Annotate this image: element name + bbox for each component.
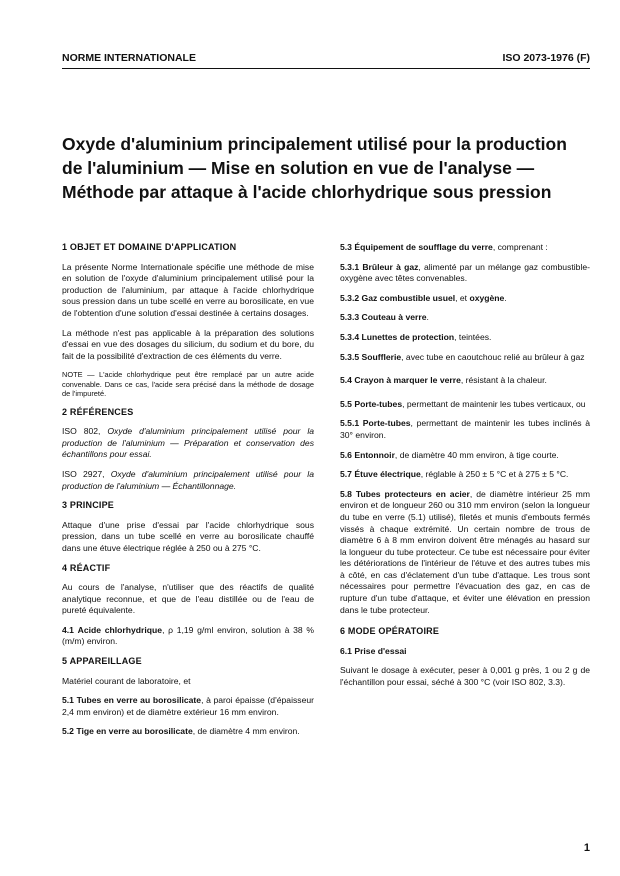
reference-1-title: Oxyde d'aluminium principalement utilisé pour la production de l'aluminium — Préparation et conservation des échantillons pour essai. (62, 426, 315, 460)
item-5-5-1-text: , permettant de maintenir les tubes inclinés à 30° environ. (340, 418, 590, 440)
item-5-3-2 (340, 293, 590, 305)
item-4-1-number: 4.1 (62, 624, 74, 635)
item-5-4 (340, 375, 590, 387)
section-5-intro: Matériel courant de laboratoire, et (62, 675, 191, 686)
item-5-4-number: 5.4 (340, 375, 352, 386)
item-5-2-text: , de diamètre 4 mm environ. (192, 726, 300, 737)
item-5-3-number: 5.3 (340, 242, 352, 252)
item-5-3-3-number: 5.3.3 (340, 312, 360, 323)
item-4-1 (62, 625, 314, 648)
item-5-3-2-end: . (504, 292, 507, 303)
item-5-2-label: Tige en verre au borosilicate (76, 726, 193, 737)
item-5-3-4 (340, 332, 590, 344)
item-5-8-text: , de diamètre intérieur 25 mm environ et de longueur 260 ou 310 mm environ (selon la longueur du tube en verre (5.1) utilisé), filetés et munis d'embouts fermés vissés à chaque extrémité. Un certain nombre de trous de diamètre 6 à 8 mm environ doivent être ménagés au hasard sur la longueur du tube protecteur. Ce tube est nécessaire pour éviter les détériorations de l'intérieur de l'étuve et des autres tubes mis à côté, en cas d'éclatement d'un tube d'attaque. Les trous sont nécessaires pour permettre l'évacuation des gaz, en cas de rupture d'un tube d'attaque, et éviter une élévation en pression dans le tube protecteur. (340, 488, 591, 615)
item-4-1-text: , ρ 1,19 g/ml environ, solution à 38 % (m/m) environ. (62, 624, 315, 647)
item-5-2 (62, 726, 314, 738)
reference-2-title: Oxyde d'aluminium principalement utilisé pour la production de l'aluminium — Échantillonnage. (62, 468, 314, 491)
reference-1-number: ISO 802, (62, 426, 101, 437)
right-column (340, 242, 590, 697)
item-4-1-label: Acide chlorhydrique (77, 624, 163, 635)
item-5-4-label: Crayon à marquer le verre (354, 375, 461, 386)
item-6-1-number: 6.1 (340, 645, 352, 656)
item-5-3 (340, 242, 590, 254)
item-5-6 (340, 450, 590, 462)
item-5-5-1-label: Porte-tubes (362, 418, 411, 429)
item-5-3-2-label: Gaz combustible usuel (361, 292, 456, 303)
item-5-6-number: 5.6 (340, 449, 352, 460)
header-reference: ISO 2073-1976 (F) (502, 52, 590, 64)
item-5-3-5-number: 5.3.5 (340, 351, 360, 362)
item-5-3-1-text: , alimenté par un mélange gaz combustible-oxygène avec têtes convenables. (340, 261, 590, 284)
item-5-3-1-number: 5.3.1 (340, 261, 360, 272)
item-5-5-text: , permettant de maintenir les tubes verticaux, ou (402, 398, 586, 409)
section-4-heading: 4 RÉACTIF (62, 562, 111, 573)
item-5-3-3-end: . (426, 312, 429, 323)
section-3-heading: 3 PRINCIPE (62, 500, 115, 511)
item-5-3-2-mid: , et (455, 292, 470, 303)
section-5-heading: 5 APPAREILLAGE (62, 656, 142, 667)
item-5-8-number: 5.8 (340, 488, 352, 499)
item-5-1 (62, 695, 314, 718)
reference-2-number: ISO 2927, (62, 468, 105, 479)
section-6-paragraph: Suivant le dosage à exécuter, peser à 0,001 g près, 1 ou 2 g de l'échantillon pour essai, séché à 300 °C (voir ISO 802, 3.3). (340, 665, 590, 688)
section-6-heading: 6 MODE OPÉRATOIRE (340, 626, 440, 637)
item-5-5-1 (340, 418, 590, 441)
title-line-1: Oxyde d'aluminium principalement utilisé pour la production (62, 134, 567, 154)
section-1-paragraph-2: La méthode n'est pas applicable à la préparation des solutions d'essai en vue des dosages du silicium, du sodium et du bore, du fait de la possibilité d'extraction de ces éléments du verre. (62, 327, 314, 361)
item-5-3-5-text: , avec tube en caoutchouc relié au brûleur à gaz (401, 351, 585, 362)
header-rule (62, 68, 590, 69)
item-5-3-3 (340, 312, 590, 324)
item-5-3-2-label-2: oxygène (469, 292, 505, 303)
title-line-3: Méthode par attaque à l'acide chlorhydrique sous pression (62, 182, 552, 202)
item-5-3-1-label: Brûleur à gaz (362, 261, 419, 272)
item-6-1 (340, 646, 590, 658)
item-5-3-4-number: 5.3.4 (340, 331, 360, 342)
item-5-5-label: Porte-tubes (354, 398, 403, 409)
item-5-1-number: 5.1 (62, 695, 74, 706)
item-5-8 (340, 489, 590, 617)
item-5-3-label: Équipement de soufflage du verre (354, 242, 493, 252)
item-5-7-text: , réglable à 250 ± 5 °C et à 275 ± 5 °C. (420, 469, 569, 480)
item-5-1-label: Tubes en verre au borosilicate (76, 695, 202, 706)
item-5-1-text: , à paroi épaisse (d'épaisseur 2,4 mm environ) et de diamètre extérieur 16 mm environ. (62, 695, 314, 717)
item-5-4-text: , résistant à la chaleur. (460, 375, 547, 386)
reference-iso-802 (62, 426, 314, 461)
item-5-3-5 (340, 352, 590, 364)
document-title (62, 132, 590, 204)
page-header (62, 52, 590, 64)
item-5-6-text: , de diamètre 40 mm environ, à tige courte. (394, 449, 559, 460)
item-5-8-label: Tubes protecteurs en acier (355, 488, 470, 499)
reference-iso-2927 (62, 469, 314, 492)
item-5-3-1 (340, 262, 590, 285)
section-1-note: NOTE — L'acide chlorhydrique peut être remplacé par un autre acide convenable. Dans ce cas, l'acide sera précisé dans la méthode de dosage de l'impureté. (62, 370, 314, 399)
item-5-3-text: , comprenant : (492, 242, 548, 252)
left-column (62, 242, 314, 746)
item-5-6-label: Entonnoir (354, 449, 395, 460)
section-4-paragraph: Au cours de l'analyse, n'utiliser que des réactifs de qualité analytique reconnue, et que de l'eau distillée ou de l'eau de pureté équivalente. (62, 582, 314, 616)
item-5-2-number: 5.2 (62, 726, 74, 737)
item-5-3-4-label: Lunettes de protection (361, 331, 455, 342)
item-5-7-number: 5.7 (340, 469, 352, 480)
page-number: 1 (583, 842, 590, 854)
item-6-1-label: Prise d'essai (354, 645, 407, 656)
item-5-3-4-text: , teintées. (454, 331, 492, 342)
item-5-5-number: 5.5 (340, 398, 352, 409)
section-1-heading: 1 OBJET ET DOMAINE D'APPLICATION (62, 242, 237, 252)
header-standard-type: NORME INTERNATIONALE (62, 52, 196, 64)
section-3-paragraph: Attaque d'une prise d'essai par l'acide chlorhydrique sous pression, dans un tube scellé en verre au borosilicate chauffé dans une étuve électrique réglée à 250 ou à 275 °C. (62, 519, 314, 553)
section-2-heading: 2 RÉFÉRENCES (62, 406, 134, 417)
item-5-7 (340, 469, 590, 481)
item-5-3-5-label: Soufflerie (361, 351, 402, 362)
item-5-5-1-number: 5.5.1 (340, 418, 360, 429)
section-1-paragraph-1: La présente Norme Internationale spécifie une méthode de mise en solution de l'oxyde d'aluminium principalement utilisé pour la production de l'aluminium, par attaque à l'acide chlorhydrique sous pression dans un tube scellé en verre au borosilicate, en vue de l'obtention d'une solution d'essai destinée à certains dosages. (62, 261, 314, 318)
item-5-3-3-label: Couteau à verre (361, 312, 427, 323)
item-5-7-label: Étuve électrique (354, 469, 421, 480)
item-5-5 (340, 399, 590, 411)
title-line-2: de l'aluminium — Mise en solution en vue de l'analyse — (62, 158, 535, 178)
item-5-3-2-number: 5.3.2 (340, 292, 360, 303)
